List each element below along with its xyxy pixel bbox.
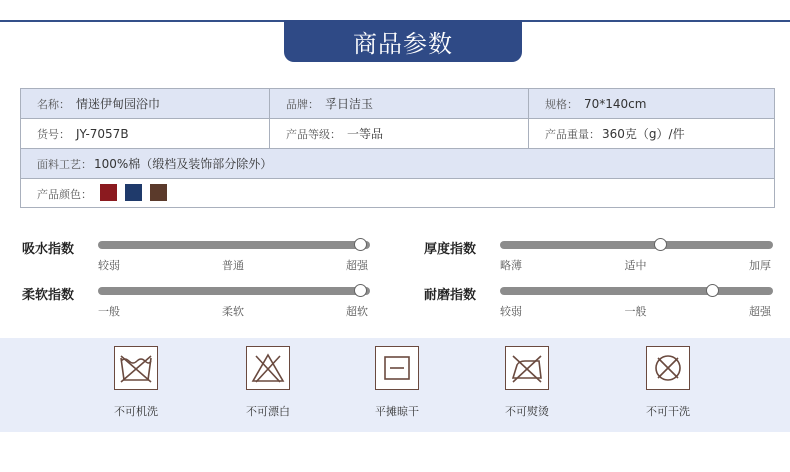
section-title-text: 商品参数 [353, 29, 453, 58]
index-tick-label: 超软 [346, 305, 368, 318]
index-title: 厚度指数 [424, 242, 477, 257]
color-swatch [100, 184, 117, 201]
care-label: 不可机洗 [114, 405, 158, 418]
dry-flat-icon [375, 346, 419, 390]
color-swatch [125, 184, 142, 201]
care-label: 不可干洗 [646, 405, 690, 418]
care-label: 平摊晾干 [375, 405, 419, 418]
spec-cell-name [21, 89, 269, 118]
spec-cell-brand [269, 89, 528, 118]
index-slider-track [500, 287, 773, 295]
index-slider-track [98, 287, 370, 295]
index-tick-label: 较弱 [98, 259, 120, 272]
care-item-dry-flat [357, 346, 437, 419]
index-slider-track [98, 241, 370, 249]
spec-row [21, 149, 774, 179]
spec-value: 一等品 [347, 127, 384, 141]
spec-value: 360克（g）/件 [602, 127, 685, 141]
spec-label: 名称： [37, 97, 70, 111]
spec-table [20, 88, 775, 208]
care-label: 不可熨烫 [505, 405, 549, 418]
index-slider-knob [654, 238, 667, 251]
index-slider-knob [706, 284, 719, 297]
index-tick-label: 超强 [346, 259, 368, 272]
spec-value: 孚日洁玉 [325, 97, 374, 111]
spec-label: 货号： [37, 127, 70, 141]
index-tick-label: 普通 [222, 259, 244, 272]
section-title [284, 20, 522, 62]
no-bleach-icon [246, 346, 290, 390]
no-iron-icon [505, 346, 549, 390]
care-item-no-dry-clean [628, 346, 708, 419]
spec-label: 规格： [545, 97, 578, 111]
index-tick-label: 加厚 [749, 259, 771, 272]
spec-value: 100%棉（缎档及装饰部分除外） [94, 157, 273, 171]
spec-cell-size [528, 89, 774, 118]
spec-value: 70*140cm [584, 96, 647, 111]
index-slider-track [500, 241, 773, 249]
index-tick-label: 超强 [749, 305, 771, 318]
care-item-no-iron [487, 346, 567, 419]
index-title: 柔软指数 [22, 288, 75, 303]
no-machine-wash-icon [114, 346, 158, 390]
index-tick-label: 略薄 [500, 259, 522, 272]
spec-label: 产品等级： [286, 127, 341, 141]
index-tick-label: 适中 [624, 259, 647, 272]
spec-cell-fabric [21, 149, 774, 178]
index-slider-knob [354, 284, 367, 297]
index-slider-knob [354, 238, 367, 251]
spec-row [21, 179, 774, 209]
spec-label: 面料工艺： [37, 157, 92, 171]
no-dry-clean-icon [646, 346, 690, 390]
color-swatch [150, 184, 167, 201]
spec-cell-grade [269, 119, 528, 148]
index-tick-label: 柔软 [222, 305, 244, 318]
index-tick-label: 一般 [624, 305, 647, 318]
spec-row [21, 89, 774, 119]
spec-cell-weight [528, 119, 774, 148]
spec-row [21, 119, 774, 149]
care-item-no-machine-wash [96, 346, 176, 419]
index-title: 耐磨指数 [424, 288, 477, 303]
spec-cell-sku [21, 119, 269, 148]
index-tick-label: 一般 [98, 305, 120, 318]
care-label: 不可漂白 [246, 405, 290, 418]
color-swatches [92, 184, 167, 204]
spec-value: JY-7057B [76, 126, 129, 141]
spec-label: 品牌： [286, 97, 319, 111]
index-title: 吸水指数 [22, 242, 75, 257]
index-tick-label: 较弱 [500, 305, 522, 318]
spec-label: 产品颜色： [37, 187, 92, 201]
care-item-no-bleach [228, 346, 308, 419]
spec-value: 情迷伊甸园浴巾 [76, 97, 161, 111]
spec-label: 产品重量： [545, 127, 600, 141]
spec-cell-color [21, 179, 774, 208]
